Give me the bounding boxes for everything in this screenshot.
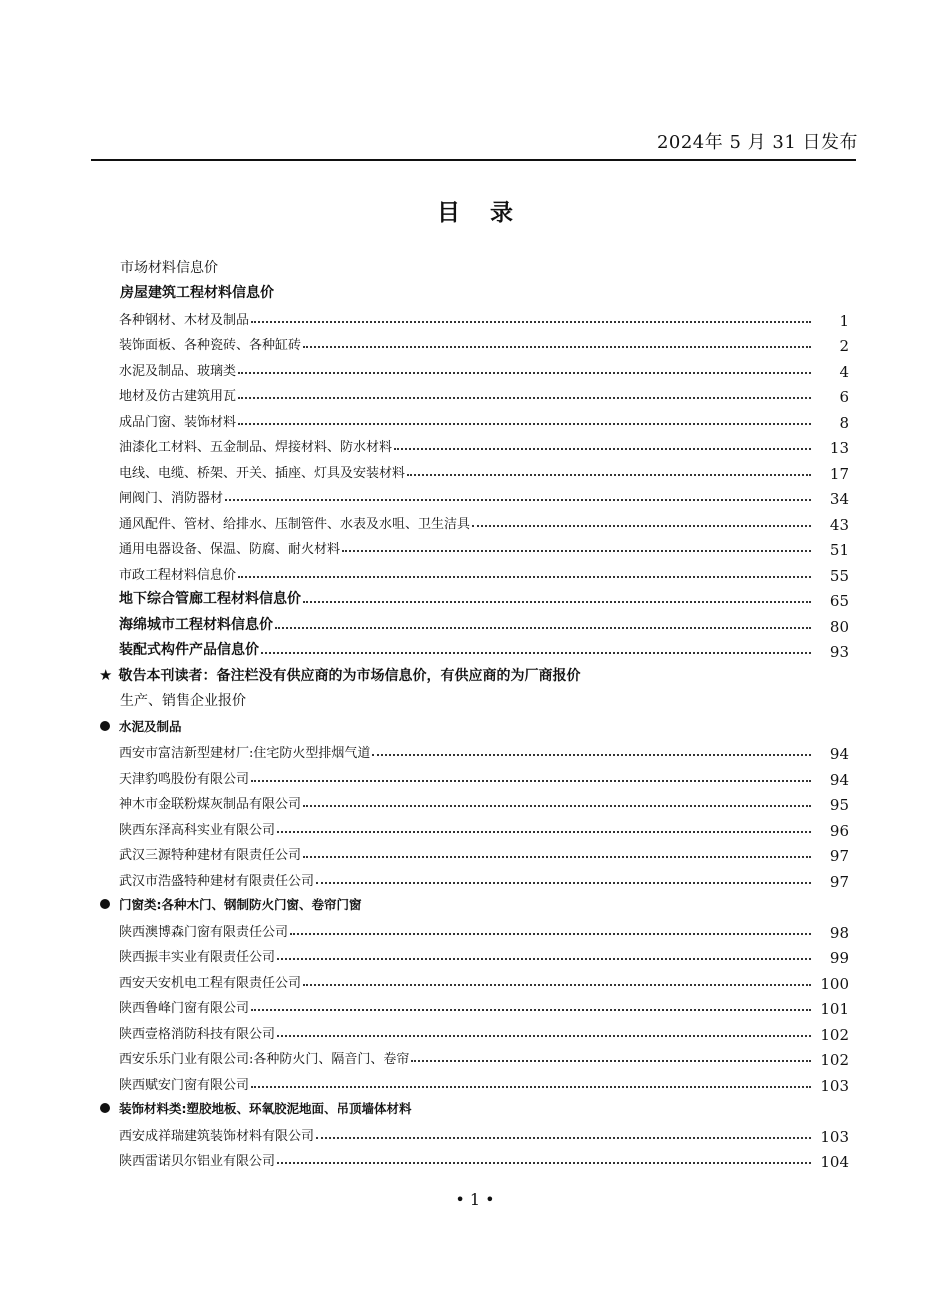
- toc-entry-text: 西安市富洁新型建材厂:住宅防火型排烟气道: [119, 746, 371, 761]
- table-of-contents: [0, 254, 950, 1172]
- toc-page-number: 96: [829, 821, 849, 840]
- toc-page-number: 99: [829, 949, 849, 967]
- toc-entry[interactable]: [119, 943, 849, 969]
- group-header: [100, 713, 182, 739]
- toc-entry[interactable]: [119, 356, 849, 382]
- toc-entry[interactable]: [119, 458, 849, 484]
- leader-dots: [261, 652, 811, 654]
- toc-entry[interactable]: [119, 764, 849, 790]
- toc-entry[interactable]: [119, 1070, 849, 1096]
- toc-entry[interactable]: [119, 1019, 849, 1045]
- leader-dots: [303, 856, 811, 858]
- toc-entry-text: 水泥及制品、玻璃类: [119, 363, 237, 379]
- toc-page-number: 1: [839, 311, 849, 330]
- toc-entry-text: 海绵城市工程材料信息价: [119, 616, 273, 633]
- group-title: 门窗类:各种木门、钢制防火门窗、卷帘门窗: [119, 897, 362, 913]
- toc-entry-text: 陕西鲁峰门窗有限公司: [119, 1001, 250, 1016]
- toc-entry[interactable]: [119, 382, 849, 408]
- toc-page-number: 104: [820, 1153, 849, 1171]
- toc-entry-text: 通用电器设备、保温、防腐、耐火材料: [119, 542, 341, 557]
- toc-page-number: 95: [829, 796, 849, 814]
- toc-entry-text: 神木市金联粉煤灰制品有限公司: [119, 797, 302, 812]
- toc-page-number: 102: [820, 1051, 849, 1069]
- toc-entry-bold[interactable]: [119, 586, 849, 612]
- leader-dots: [277, 1162, 811, 1164]
- section-header-housing: 房屋建筑工程材料信息价: [120, 285, 274, 302]
- leader-dots: [316, 1137, 811, 1139]
- leader-dots: [277, 1035, 811, 1037]
- toc-entry-text: 陕西东泽高科实业有限公司: [119, 822, 276, 838]
- toc-page-number: 103: [820, 1127, 849, 1146]
- leader-dots: [238, 576, 811, 578]
- toc-entry[interactable]: [119, 535, 849, 561]
- group-title: 装饰材料类:塑胶地板、环氧胶泥地面、吊顶墙体材料: [119, 1101, 412, 1117]
- toc-entry-text: 油漆化工材料、五金制品、焊接材料、防水材料: [119, 440, 393, 455]
- leader-dots: [372, 754, 811, 756]
- toc-entry-text: 闸阀门、消防器材: [119, 491, 224, 506]
- toc-entry[interactable]: [119, 1045, 849, 1071]
- toc-page-number: 98: [829, 923, 849, 942]
- toc-entry-text: 陕西澳博森门窗有限责任公司: [119, 924, 289, 940]
- toc-entry[interactable]: [119, 509, 849, 535]
- toc-entry-text: 西安成祥瑞建筑装饰材料有限公司: [119, 1128, 315, 1144]
- toc-entry[interactable]: [119, 739, 849, 765]
- leader-dots: [394, 448, 811, 450]
- leader-dots: [275, 627, 811, 629]
- toc-entry-text: 陕西赋安门窗有限公司: [119, 1077, 250, 1093]
- leader-dots: [290, 933, 811, 935]
- toc-page-number: 97: [829, 847, 849, 865]
- toc-entry-text: 陕西振丰实业有限责任公司: [119, 950, 276, 965]
- toc-entry-text: 西安天安机电工程有限责任公司: [119, 975, 302, 991]
- toc-entry-text: 地下综合管廊工程材料信息价: [119, 591, 301, 607]
- toc-entry-text: 装饰面板、各种瓷砖、各种缸砖: [119, 338, 302, 353]
- toc-page-number: 13: [829, 439, 849, 457]
- toc-entry-bold[interactable]: [119, 611, 849, 637]
- toc-entry[interactable]: [119, 560, 849, 586]
- toc-entry-text: 天津豹鸣股份有限公司: [119, 771, 250, 787]
- toc-page-number: 2: [839, 337, 849, 355]
- toc-page-number: 103: [820, 1076, 849, 1095]
- toc-page-number: 8: [839, 413, 849, 432]
- toc-page-number: 34: [829, 490, 849, 508]
- toc-entry-text: 各种钢材、木材及制品: [119, 312, 250, 328]
- bullet-icon: [100, 1103, 110, 1113]
- page-title: 目录: [437, 200, 543, 226]
- toc-entry-text: 市政工程材料信息价: [119, 567, 237, 583]
- leader-dots: [251, 780, 811, 782]
- group-title: 水泥及制品: [119, 718, 182, 734]
- toc-entry[interactable]: [119, 484, 849, 510]
- toc-page-number: 94: [829, 745, 849, 763]
- leader-dots: [225, 499, 811, 501]
- toc-entry-text: 武汉三源特种建材有限责任公司: [119, 848, 302, 863]
- toc-entry-text: 成品门窗、装饰材料: [119, 414, 237, 430]
- publish-date: 2024年 5 月 31 日发布: [656, 132, 858, 153]
- toc-page-number: 101: [820, 1000, 849, 1018]
- toc-page-number: 100: [820, 974, 849, 993]
- toc-entry[interactable]: [119, 841, 849, 867]
- toc-page-number: 6: [839, 388, 849, 406]
- leader-dots: [472, 525, 811, 527]
- toc-page-number: 80: [829, 617, 849, 636]
- toc-page-number: 65: [829, 592, 849, 610]
- toc-entry-text: 陕西壹格消防科技有限公司: [119, 1026, 276, 1042]
- toc-entry[interactable]: [119, 994, 849, 1020]
- toc-entry[interactable]: [119, 815, 849, 841]
- toc-entry[interactable]: [119, 433, 849, 459]
- toc-entry-text: 通风配件、管材、给排水、压制管件、水表及水咀、卫生洁具: [119, 516, 471, 532]
- leader-dots: [251, 1009, 811, 1011]
- toc-entry-text: 地材及仿古建筑用瓦: [119, 389, 237, 404]
- leader-dots: [238, 423, 811, 425]
- toc-page-number: 93: [829, 643, 849, 661]
- leader-dots: [251, 1086, 811, 1088]
- header-rule: [91, 159, 856, 161]
- leader-dots: [316, 882, 811, 884]
- section-header-market: 市场材料信息价: [120, 259, 218, 276]
- reader-notice-text: 敬告本刊读者：备注栏没有供应商的为市场信息价，有供应商的为厂商报价: [118, 667, 581, 684]
- leader-dots: [303, 601, 811, 603]
- leader-dots: [411, 1060, 811, 1062]
- leader-dots: [342, 550, 811, 552]
- group-header: [100, 1096, 412, 1122]
- toc-entry-text: 陕西雷诺贝尔铝业有限公司: [119, 1154, 276, 1169]
- leader-dots: [303, 346, 811, 348]
- toc-entry[interactable]: [119, 790, 849, 816]
- leader-dots: [277, 831, 811, 833]
- bullet-icon: [100, 721, 110, 731]
- leader-dots: [238, 372, 811, 374]
- toc-entry-bold[interactable]: [119, 637, 849, 663]
- reader-notice: [99, 662, 580, 688]
- toc-entry-text: 装配式构件产品信息价: [119, 642, 259, 658]
- toc-page-number: 94: [829, 770, 849, 789]
- toc-entry[interactable]: [119, 917, 849, 943]
- toc-entry-text: 电线、电缆、桥架、开关、插座、灯具及安装材料: [119, 465, 406, 481]
- leader-dots: [251, 321, 811, 323]
- section-header-producers: 生产、销售企业报价: [120, 693, 246, 710]
- page-number-footer: • 1 •: [455, 1190, 495, 1209]
- toc-entry-text: 武汉市浩盛特种建材有限责任公司: [119, 873, 315, 889]
- leader-dots: [277, 958, 811, 960]
- toc-entry[interactable]: [119, 331, 849, 357]
- leader-dots: [407, 474, 811, 476]
- group-header: [100, 892, 362, 918]
- bullet-icon: [100, 899, 110, 909]
- toc-page-number: 4: [839, 362, 849, 381]
- toc-entry[interactable]: [119, 968, 849, 994]
- toc-page-number: 43: [829, 515, 849, 534]
- toc-entry[interactable]: [119, 1147, 849, 1173]
- toc-entry[interactable]: [119, 407, 849, 433]
- toc-entry[interactable]: [119, 866, 849, 892]
- toc-page-number: 97: [829, 872, 849, 891]
- leader-dots: [303, 984, 811, 986]
- toc-entry-text: 西安乐乐门业有限公司:各种防火门、隔音门、卷帘: [119, 1052, 410, 1067]
- leader-dots: [238, 397, 811, 399]
- star-icon: ★: [99, 665, 113, 684]
- toc-entry[interactable]: [119, 1121, 849, 1147]
- toc-page-number: 102: [820, 1025, 849, 1044]
- toc-page-number: 51: [829, 541, 849, 559]
- leader-dots: [303, 805, 811, 807]
- toc-entry[interactable]: [119, 305, 849, 331]
- toc-page-number: 55: [829, 566, 849, 585]
- toc-page-number: 17: [829, 464, 849, 483]
